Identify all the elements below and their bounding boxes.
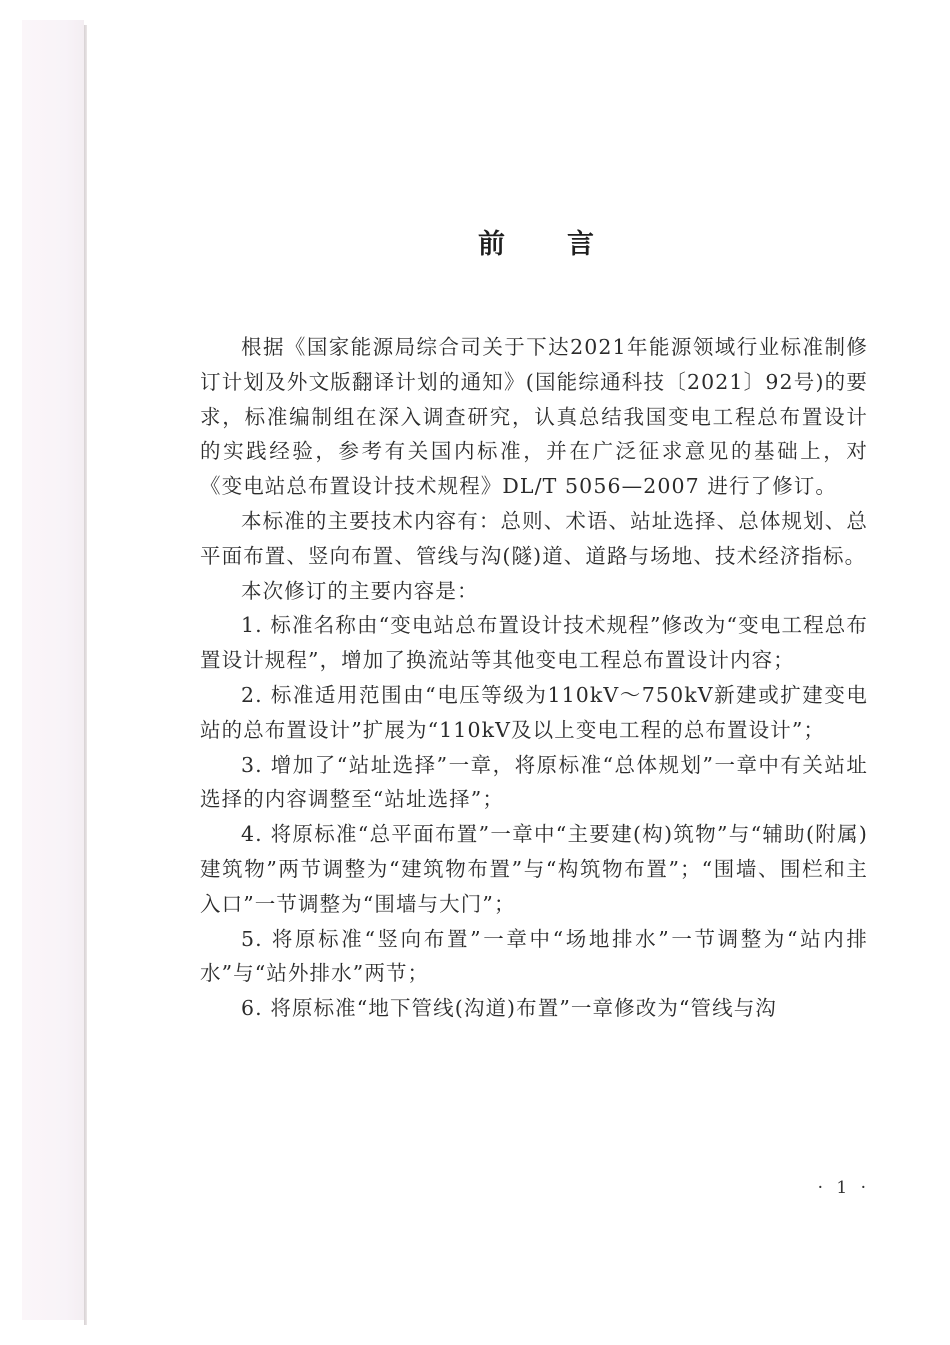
scan-binding-line [84,25,87,1325]
page-title: 前言 [478,229,656,260]
revision-item-5: 5. 将原标准“竖向布置”一章中“场地排水”一节调整为“站内排水”与“站外排水”两节； [200,926,868,986]
revision-item-1: 1. 标准名称由“变电站总布置设计技术规程”修改为“变电工程总布置设计规程”，增加了换流站等其他变电工程总布置设计内容； [200,613,868,673]
page-number: · 1 · [817,1178,870,1198]
scan-margin-shadow [22,20,84,1320]
revision-item-2: 2. 标准适用范围由“电压等级为110kV～750kV新建或扩建变电站的总布置设计”扩展为“110kV及以上变电工程的总布置设计”； [200,682,868,742]
revision-item-3: 3. 增加了“站址选择”一章，将原标准“总体规划”一章中有关站址选择的内容调整至“站址选择”； [200,752,868,812]
preface-body [200,330,868,1026]
paragraph-revision-intro: 本次修订的主要内容是： [241,578,479,603]
paragraph-main-contents: 本标准的主要技术内容有：总则、术语、站址选择、总体规划、总平面布置、竖向布置、管线与沟(隧)道、道路与场地、技术经济指标。 [200,508,868,568]
revision-item-4: 4. 将原标准“总平面布置”一章中“主要建(构)筑物”与“辅助(附属)建筑物”两节调整为“建筑物布置”与“构筑物布置”；“围墙、围栏和主入口”一节调整为“围墙与大门”； [200,822,868,916]
paragraph-background: 根据《国家能源局综合司关于下达2021年能源领域行业标准制修订计划及外文版翻译计划的通知》(国能综通科技〔2021〕92号)的要求，标准编制组在深入调查研究，认真总结我国变电工程总布置设计的实践经验，参考有关国内标准，并在广泛征求意见的基础上，对《变电站总布置设计技术规程》DL/T 5056—2007 进行了修订。 [200,335,868,499]
revision-item-6: 6. 将原标准“地下管线(沟道)布置”一章修改为“管线与沟 [241,996,777,1021]
